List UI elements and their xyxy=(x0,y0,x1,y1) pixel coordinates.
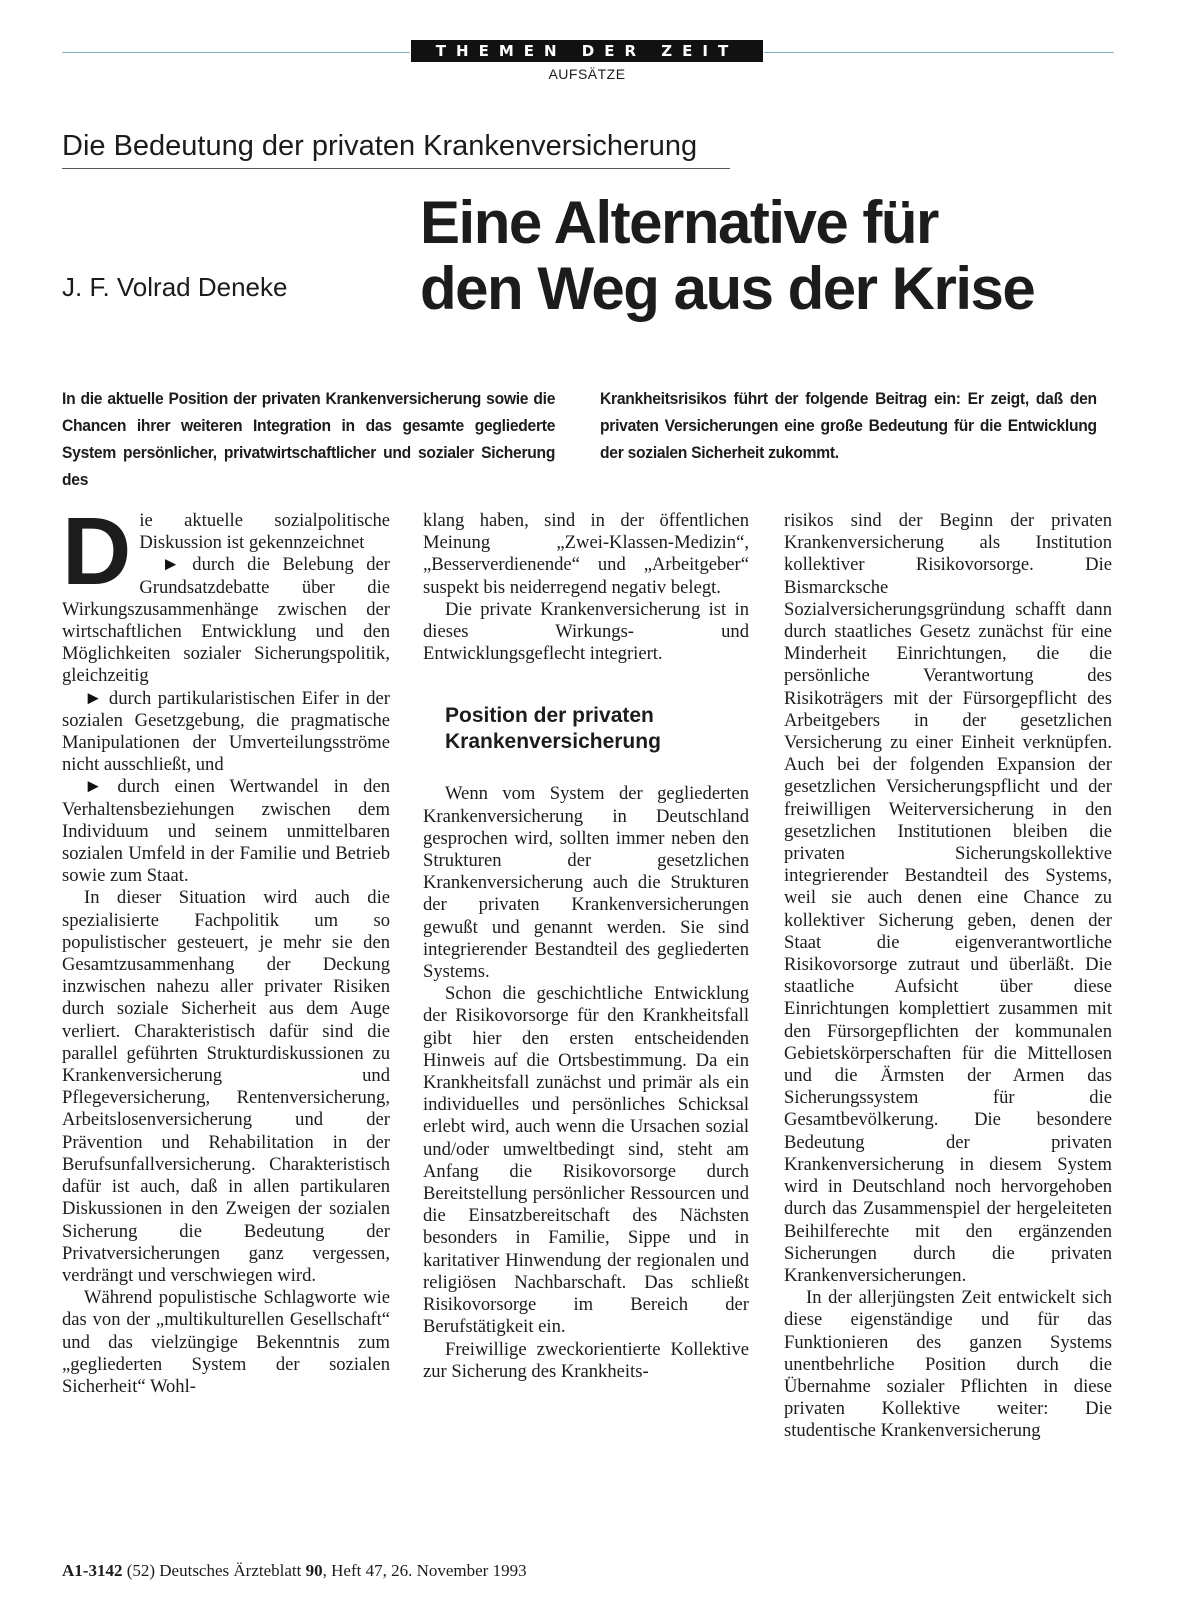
page-code: A1-3142 xyxy=(62,1561,123,1580)
lead-right: Krankheitsrisikos führt der folgende Beitrag ein: Er zeigt, daß den privaten Versicherungen eine große Bedeutung für die Entwicklung der sozialen Sicherheit zukommt. xyxy=(600,389,1097,462)
issue-info: , Heft 47, 26. November 1993 xyxy=(322,1561,527,1580)
page-footer xyxy=(62,1561,527,1581)
headline-line-2: den Weg aus der Krise xyxy=(420,255,1035,322)
drop-cap: D xyxy=(62,498,132,605)
header-rule-left xyxy=(62,52,410,53)
bullet-arrow-icon: ► xyxy=(84,687,103,709)
section-subheading: Position der privaten Krankenversicherung xyxy=(445,704,661,754)
kicker-underline xyxy=(62,168,730,169)
article-kicker: Die Bedeutung der privaten Krankenversicherung xyxy=(62,130,698,162)
bullet-arrow-icon: ► xyxy=(84,776,103,798)
paragraph: In dieser Situation wird auch die spezialisierte Fachpolitik um so populistischer gesteuert, je mehr sie den Gesamtzusammenhang der Deckung inzwischen nahezu aller privater Risiken durch soziale Sicherheit aus dem Auge verliert. Charakteristisch dafür sind die parallel geführten Strukturdiskussionen zu Krankenversicherung und Pflegeversicherung, Rentenversicherung, Arbeitslosenversicherung und der Prävention und Rehabilitation in der Berufsunfallversicherung. Charakteristisch dafür ist auch, daß in allen partikularen Diskussionen in den Zweigen der sozialen Sicherung die Bedeutung der Privatversicherungen ganz vergessen, verdrängt und verschwiegen wird. xyxy=(62,887,390,1286)
bullet-item-3 xyxy=(62,776,390,887)
paragraph: klang haben, sind in der öffentlichen Meinung „Zwei-Klassen-Medizin“, „Besserverdienende“ und „Arbeitgeber“ suspekt bis neiderregend negativ belegt. xyxy=(423,510,749,598)
journal-name: (52) Deutsches Ärzteblatt xyxy=(126,1561,302,1580)
headline xyxy=(420,190,1034,322)
author-name: J. F. Volrad Deneke xyxy=(62,272,288,302)
bullet-text-1: durch die Belebung der Grundsatzdebatte über die Wirkungszusammenhänge zwischen der wirtschaftlichen Entwicklung und den Möglichkeiten sozialer Sicherungspolitik, gleichzeitig xyxy=(62,554,391,687)
paragraph: Die private Krankenversicherung ist in dieses Wirkungs- und Entwicklungsgeflecht integriert. xyxy=(423,598,749,665)
bullet-arrow-icon: ► xyxy=(161,554,180,576)
paragraph: risikos sind der Beginn der privaten Krankenversicherung als Institution kollektiver Risikovorsorge. Die Bismarcksche Sozialversicherungsgründung schafft dann durch staatliches Gesetz zunächst für eine Minderheit Einrichtungen, die die persönliche Verantwortung des Risikoträgers mit der Fürsorgepflicht des Arbeitgebers in der gesetzlichen Versicherung zu einer Einheit verknüpfen. Auch bei der folgenden Expansion der gesetzlichen Versicherungspflicht und der freiwilligen Weiterversicherung in den gesetzlichen Institutionen bleiben die privaten Sicherungskollektive integrierender Bestandteil des Systems, weil sie auch denen eine Chance zu kollektiver Sicherung geben, denen der Staat die eigenverantwortliche Risikovorsorge zutraut und überläßt. Die staatliche Aufsicht über diese Einrichtungen komplettiert zusammen mit den Fürsorgepflichten der kommunalen Gebietskörperschaften für die Mittellosen und die Ärmsten der Armen das Sicherungssystem für die Gesamtbevölkerung. Die besondere Bedeutung der privaten Krankenversicherung in diesem System wird in Deutschland noch hervorgehoben durch das Zusammenspiel der hergeleiteten Beihilferechte mit den ergänzenden Sicherungen durch die privaten Krankenversicherungen. xyxy=(784,510,1112,1286)
header-rule-right xyxy=(764,52,1114,53)
body-column-1 xyxy=(62,498,391,1398)
volume-number: 90 xyxy=(305,1561,323,1580)
lead-left: In die aktuelle Position der privaten Krankenversicherung sowie die Chancen ihrer weiteren Integration in das gesamte gegliederte System persönlicher, privatwirtschaftlicher und sozialer Sicherung des xyxy=(62,389,556,489)
paragraph-intro: ie aktuelle sozialpolitische Diskussion ist gekennzeichnet xyxy=(139,510,390,554)
category-label: AUFSÄTZE xyxy=(548,66,626,82)
headline-line-1: Eine Alternative für xyxy=(420,189,938,256)
paragraph: Wenn vom System der gegliederten Krankenversicherung in Deutschland gesprochen wird, sollten immer neben den Strukturen der gesetzlichen Krankenversicherung auch die Strukturen der privaten Krankenversicherungen gewußt und genannt werden. Sie sind integrierender Bestandteil des gegliederten Systems. xyxy=(423,783,749,983)
paragraph: Während populistische Schlagworte wie das von der „multikulturellen Gesellschaft“ und das vielzüngige Bekenntnis zum „gegliederten System der sozialen Sicherheit“ Wohl- xyxy=(62,1287,390,1397)
body-column-2 xyxy=(423,510,749,1383)
body-column-3 xyxy=(784,510,1112,1443)
paragraph: Freiwillige zweckorientierte Kollektive zur Sicherung des Krankheits- xyxy=(423,1338,749,1382)
bullet-text-3: durch einen Wertwandel in den Verhaltensbeziehungen zwischen dem Individuum und seinem unmittelbaren sozialen Umfeld in der Familie und Betrieb sowie zum Staat. xyxy=(62,776,390,887)
section-label: THEMEN DER ZEIT xyxy=(411,40,763,62)
paragraph: Schon die geschichtliche Entwicklung der Risikovorsorge für den Krankheitsfall gibt hier den ersten entscheidenden Hinweis auf die Ortsbestimmung. Da ein Krankheitsfall zunächst und primär als ein individuelles und persönliches Schicksal erlebt wird, auch wenn die Ursachen sozial und/oder umweltbedingt sind, steht am Anfang die Risikovorsorge durch Bereitstellung persönlicher Ressourcen und die Einsatzbereitschaft des Nächsten besonders in Familie, Sippe und in karitativer Hinwendung der regionalen und religiösen Nachbarschaft. Das schließt Risikovorsorge im Bereich der Berufstätigkeit ein. xyxy=(423,983,749,1338)
paragraph: In der allerjüngsten Zeit entwickelt sich diese eigenständige und für das Funktionieren des ganzen Systems unentbehrliche Position durch die Übernahme sozialer Pflichten in diese privaten Kollektive weiter: Die studentische Krankenversicherung xyxy=(784,1287,1112,1442)
bullet-item-2 xyxy=(62,688,390,777)
bullet-text-2: durch partikularistischen Eifer in der sozialen Gesetzgebung, die pragmatische Manipulationen der Umverteilungsströme nicht ausschließt, und xyxy=(62,687,390,776)
